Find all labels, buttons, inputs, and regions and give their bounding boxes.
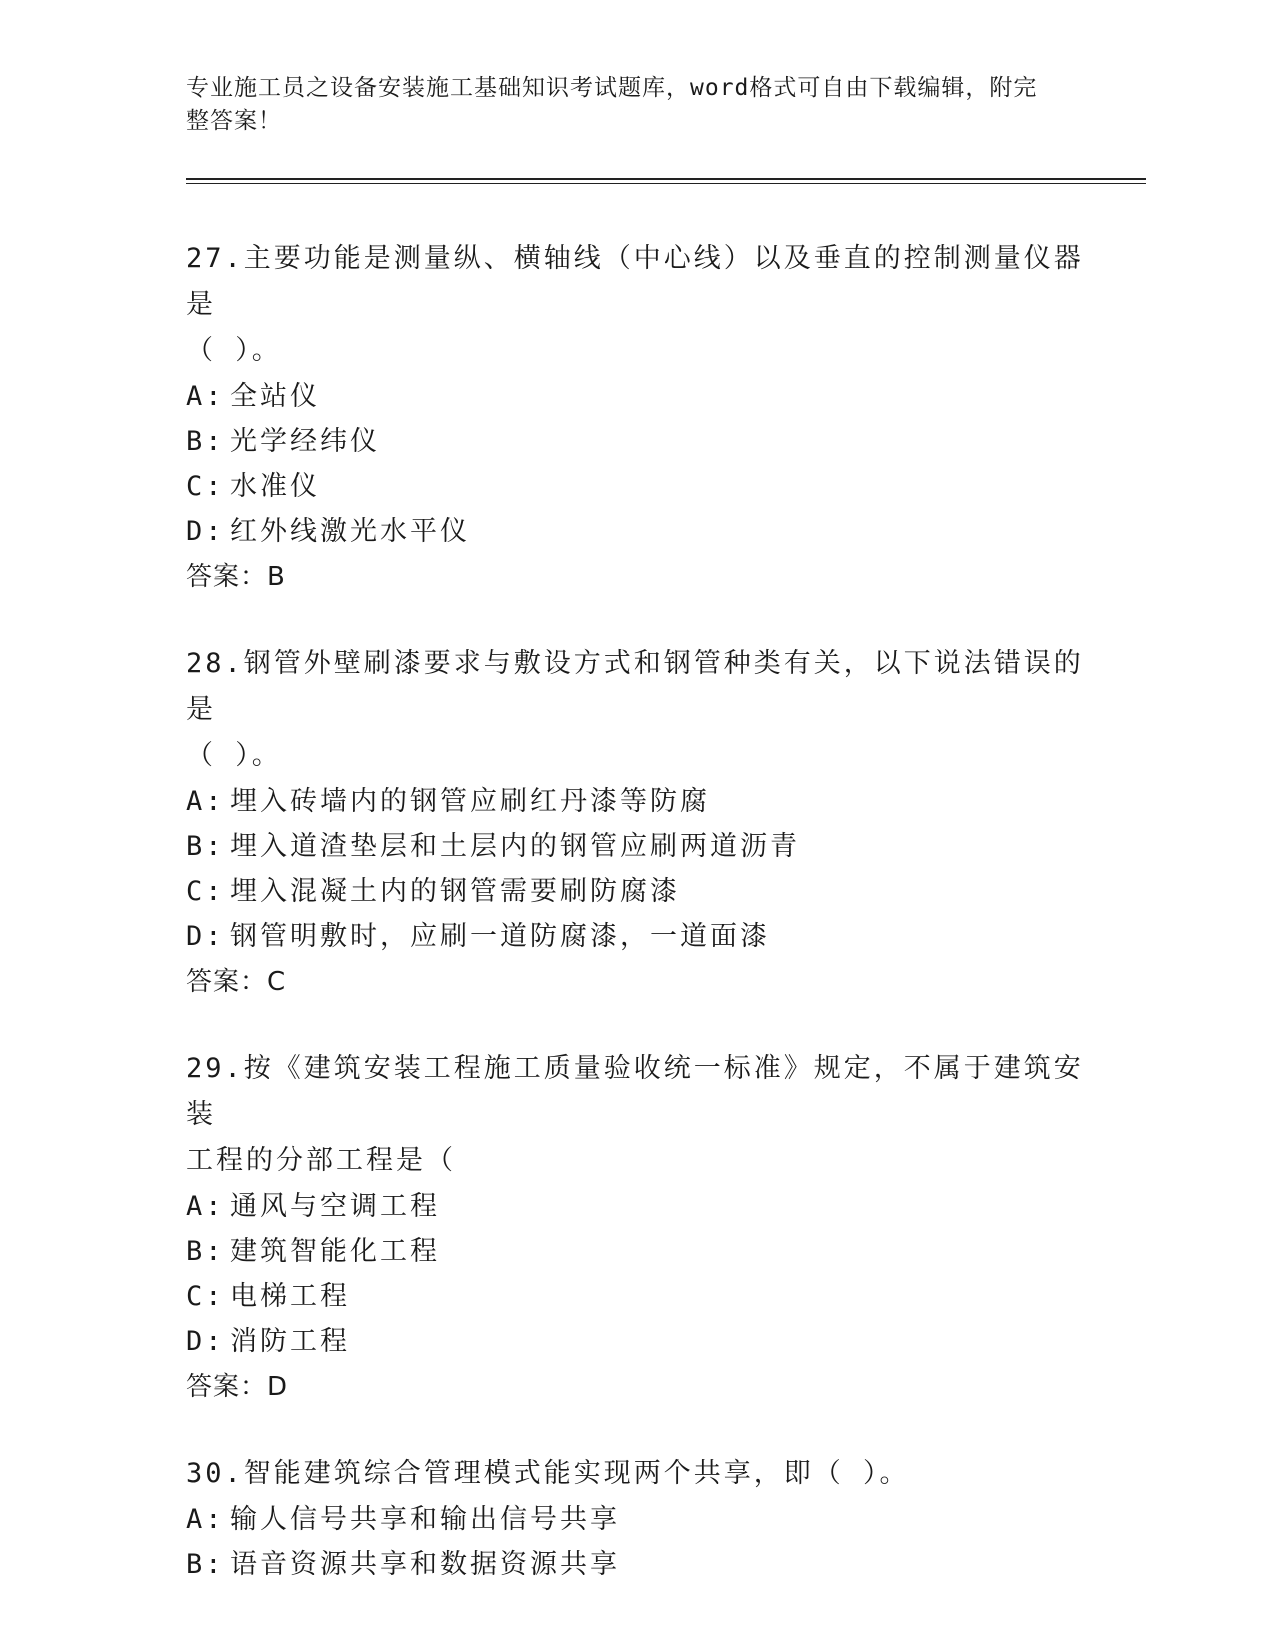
option-text: 埋入道渣垫层和土层内的钢管应刷两道沥青 xyxy=(230,831,800,862)
option-letter: B: xyxy=(186,426,225,457)
option-text: 建筑智能化工程 xyxy=(230,1236,440,1267)
option-text: 水准仪 xyxy=(230,471,320,502)
option-text: 埋入混凝土内的钢管需要刷防腐漆 xyxy=(230,876,680,907)
option-text: 钢管明敷时，应刷一道防腐漆，一道面漆 xyxy=(230,921,770,952)
option-b xyxy=(186,824,1086,869)
option-text: 电梯工程 xyxy=(230,1281,350,1312)
option-letter: D: xyxy=(186,1326,225,1357)
document-header xyxy=(186,72,1066,138)
answer-line: 答案：B xyxy=(186,562,286,592)
header-line-2: 整答案！ xyxy=(186,108,282,134)
question-stem-line-2: （ ）。 xyxy=(186,740,282,771)
question-list xyxy=(186,236,1086,1628)
option-letter: A: xyxy=(186,786,225,817)
question-30 xyxy=(186,1451,1086,1587)
option-letter: D: xyxy=(186,516,225,547)
option-letter: B: xyxy=(186,1236,225,1267)
option-letter: D: xyxy=(186,921,225,952)
answer-line: 答案：D xyxy=(186,1372,289,1402)
option-letter: A: xyxy=(186,381,225,412)
option-c xyxy=(186,869,1086,914)
option-letter: C: xyxy=(186,1281,225,1312)
option-letter: C: xyxy=(186,471,225,502)
option-text: 全站仪 xyxy=(230,381,320,412)
option-letter: C: xyxy=(186,876,225,907)
option-a xyxy=(186,779,1086,824)
question-stem-line-1: 30.智能建筑综合管理模式能实现两个共享，即（ ）。 xyxy=(186,1458,910,1489)
option-c xyxy=(186,1274,1086,1319)
answer-line: 答案：C xyxy=(186,967,287,997)
question-stem-line-1: 27.主要功能是测量纵、横轴线（中心线）以及垂直的控制测量仪器是 xyxy=(186,243,1084,320)
option-text: 消防工程 xyxy=(230,1326,350,1357)
option-text: 埋入砖墙内的钢管应刷红丹漆等防腐 xyxy=(230,786,710,817)
option-text: 输人信号共享和输出信号共享 xyxy=(230,1504,620,1535)
question-28 xyxy=(186,641,1086,1005)
question-stem-line-2: （ ）。 xyxy=(186,335,282,366)
option-b xyxy=(186,1229,1086,1274)
option-a xyxy=(186,1184,1086,1229)
question-29 xyxy=(186,1046,1086,1410)
option-text: 通风与空调工程 xyxy=(230,1191,440,1222)
option-text: 光学经纬仪 xyxy=(230,426,380,457)
question-stem-line-2: 工程的分部工程是（ xyxy=(186,1145,456,1176)
option-d xyxy=(186,1319,1086,1364)
option-text: 红外线激光水平仪 xyxy=(230,516,470,547)
option-d xyxy=(186,914,1086,959)
header-line-1: 专业施工员之设备安装施工基础知识考试题库，word格式可自由下载编辑，附完 xyxy=(186,75,1038,101)
option-text: 语音资源共享和数据资源共享 xyxy=(230,1549,620,1580)
option-b xyxy=(186,1542,1086,1587)
option-a xyxy=(186,1497,1086,1542)
option-d xyxy=(186,509,1086,554)
option-letter: B: xyxy=(186,1549,225,1580)
header-divider-thin xyxy=(186,183,1146,184)
question-27 xyxy=(186,236,1086,600)
option-a xyxy=(186,374,1086,419)
option-letter: A: xyxy=(186,1191,225,1222)
option-letter: A: xyxy=(186,1504,225,1535)
option-c xyxy=(186,464,1086,509)
header-divider-thick xyxy=(186,178,1146,180)
option-letter: B: xyxy=(186,831,225,862)
option-b xyxy=(186,419,1086,464)
question-stem-line-1: 28.钢管外壁刷漆要求与敷设方式和钢管种类有关，以下说法错误的是 xyxy=(186,648,1084,725)
question-stem-line-1: 29.按《建筑安装工程施工质量验收统一标准》规定，不属于建筑安装 xyxy=(186,1053,1084,1130)
